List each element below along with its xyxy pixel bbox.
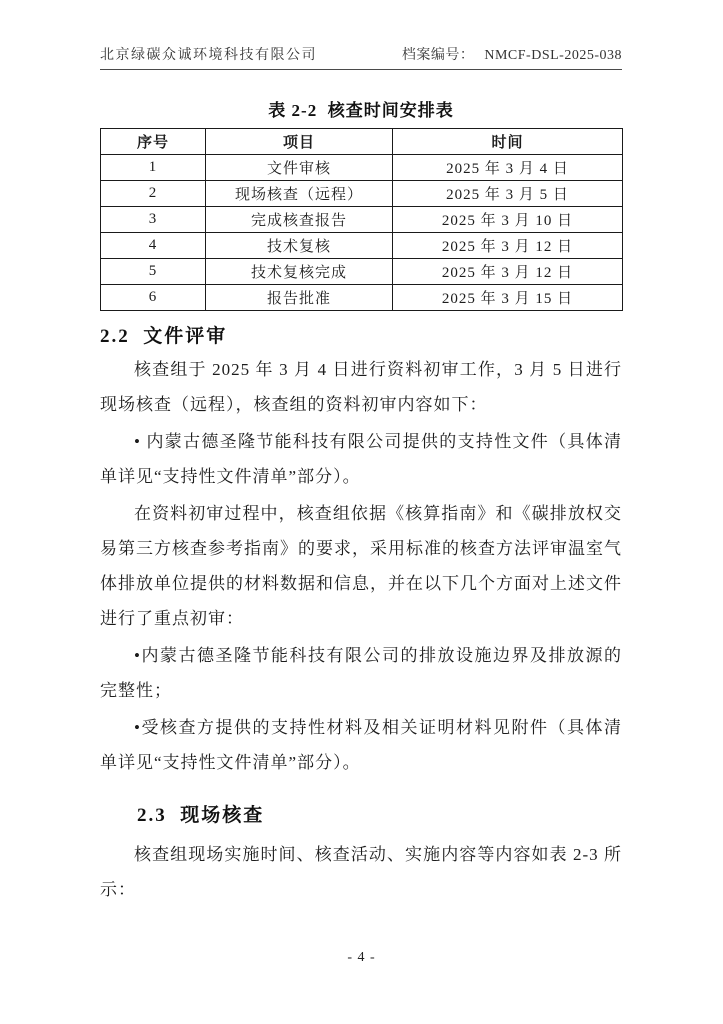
paragraph-doc-review-intro: 核查组于 2025 年 3 月 4 日进行资料初审工作，3 月 5 日进行现场核查（远程），核查组的资料初审内容如下：: [100, 360, 622, 414]
table-row: [101, 285, 623, 311]
cell-index: 5: [101, 259, 206, 285]
cell-time: 2025 年 3 月 12 日: [393, 233, 623, 259]
cell-index: 3: [101, 207, 206, 233]
archive-value: NMCF-DSL-2025-038: [484, 48, 622, 63]
col-header-index: 序号: [101, 129, 206, 155]
cell-time: 2025 年 3 月 10 日: [393, 207, 623, 233]
page-number: - 4 -: [347, 950, 376, 965]
cell-item: 技术复核: [206, 233, 393, 259]
section-heading-2-3: 2.3 现场核查: [137, 805, 265, 826]
cell-item: 现场核查（远程）: [206, 181, 393, 207]
paragraph-onsite-intro: 核查组现场实施时间、核查活动、实施内容等内容如表 2-3 所示：: [100, 845, 622, 899]
cell-time: 2025 年 3 月 12 日: [393, 259, 623, 285]
archive-label: 档案编号：: [401, 48, 475, 63]
table-row: [101, 207, 623, 233]
page-header: [100, 44, 622, 70]
col-header-time: 时间: [393, 129, 623, 155]
table-row: [101, 259, 623, 285]
cell-item: 技术复核完成: [206, 259, 393, 285]
archive-number-block: [402, 44, 622, 64]
cell-index: 4: [101, 233, 206, 259]
cell-index: 2: [101, 181, 206, 207]
table-caption: 表 2-2 核查时间安排表: [268, 101, 454, 120]
paragraph-review-method: 在资料初审过程中，核查组依据《核算指南》和《碳排放权交易第三方核查参考指南》的要求，采用标准的核查方法评审温室气体排放单位提供的材料数据和信息，并在以下几个方面对上述文件进行了重点初审：: [100, 504, 622, 628]
schedule-table: [100, 128, 623, 311]
table-row: [101, 181, 623, 207]
cell-time: 2025 年 3 月 5 日: [393, 181, 623, 207]
company-name: 北京绿碳众诚环境科技有限公司: [100, 48, 317, 63]
cell-item: 报告批准: [206, 285, 393, 311]
cell-index: 6: [101, 285, 206, 311]
cell-time: 2025 年 3 月 4 日: [393, 155, 623, 181]
cell-item: 完成核查报告: [206, 207, 393, 233]
bullet-supporting-files: • 内蒙古德圣隆节能科技有限公司提供的支持性文件（具体清单详见“支持性文件清单”部分）。: [100, 432, 622, 486]
table-header-row: [101, 129, 623, 155]
bullet-attachment-materials: •受核查方提供的支持性材料及相关证明材料见附件（具体清单详见“支持性文件清单”部分）。: [100, 718, 622, 772]
cell-index: 1: [101, 155, 206, 181]
table-row: [101, 155, 623, 181]
cell-time: 2025 年 3 月 15 日: [393, 285, 623, 311]
col-header-item: 项目: [206, 129, 393, 155]
bullet-emission-boundary: •内蒙古德圣隆节能科技有限公司的排放设施边界及排放源的完整性；: [100, 646, 622, 700]
section-heading-2-2: 2.2 文件评审: [100, 326, 228, 347]
table-row: [101, 233, 623, 259]
page-footer: [0, 950, 723, 966]
cell-item: 文件审核: [206, 155, 393, 181]
